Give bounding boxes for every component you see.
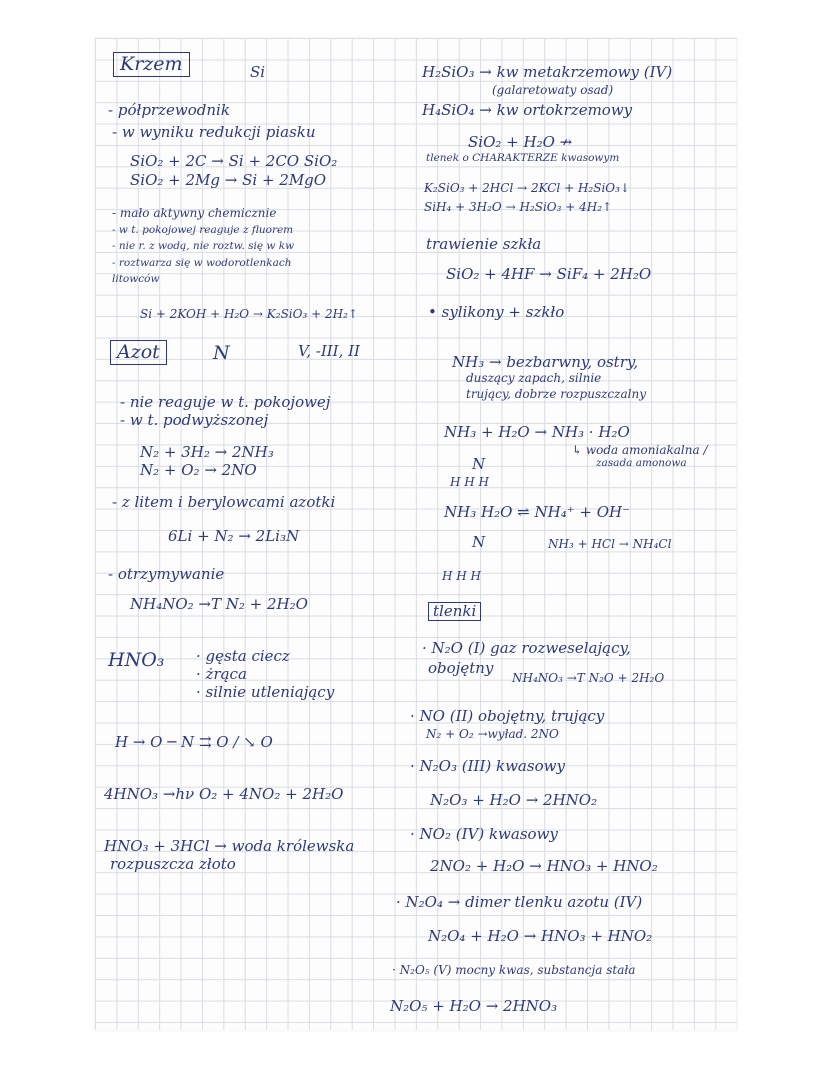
azot-reaction-1: N₂ + 3H₂ → 2NH₃ <box>140 443 274 461</box>
krem-line-6: - w t. pokojowej reaguje z fluorem <box>112 224 294 236</box>
krem-reaction-1: SiO₂ + 2C → Si + 2CO SiO₂ <box>130 152 338 170</box>
nh3-structure-n2: N <box>472 533 486 551</box>
hno3-title: HNO₃ <box>108 649 165 671</box>
acid-line-10: • sylikony + szkło <box>428 303 565 321</box>
azot-reaction-2: N₂ + O₂ → 2NO <box>140 461 257 479</box>
nh3-structure-h2: H H H <box>442 569 482 583</box>
acid-line-5: tlenek o CHARAKTERZE kwasowym <box>426 152 620 164</box>
nh3-line-3: trujący, dobrze rozpuszczalny <box>466 387 646 401</box>
krem-reaction-3: Si + 2KOH + H₂O → K₂SiO₃ + 2H₂↑ <box>140 307 358 321</box>
krem-line-2: - w wyniku redukcji piasku <box>112 123 316 141</box>
krem-line-9: litowców <box>112 273 160 285</box>
krem-header: Krzem <box>113 52 190 77</box>
nh3-line-2: duszący zapach, silnie <box>466 371 602 385</box>
krem-line-7: - nie r. z wodą, nie roztw. się w kw <box>112 240 295 252</box>
tlenki-reaction-5: N₂O₄ + H₂O → HNO₃ + HNO₂ <box>428 927 653 945</box>
tlenki-line-4: · NO (II) obojętny, trujący <box>410 707 605 725</box>
acid-line-2: (galaretowaty osad) <box>492 83 614 97</box>
tlenki-reaction-6: N₂O₅ + H₂O → 2HNO₃ <box>390 997 558 1015</box>
acid-line-1: H₂SiO₃ → kw metakrzemowy (IV) <box>422 63 673 81</box>
acid-line-8: trawienie szkła <box>426 235 542 253</box>
tlenki-line-6: · N₂O₃ (III) kwasowy <box>410 757 565 775</box>
krem-line-1: - półprzewodnik <box>108 101 230 119</box>
acid-reaction-2: SiH₄ + 3H₂O → H₂SiO₃ + 4H₂↑ <box>424 200 613 214</box>
tlenki-line-8: · NO₂ (IV) kwasowy <box>410 825 558 843</box>
azot-oxidation-states: V, -III, II <box>298 342 360 360</box>
tlenki-header: tlenki <box>428 602 481 621</box>
hno3-structure: H → O ─ N ⇉ O / ↘ O <box>115 733 273 751</box>
tlenki-reaction-4: 2NO₂ + H₂O → HNO₃ + HNO₂ <box>430 857 658 875</box>
nh3-note-1: ↳ woda amoniakalna / <box>572 443 708 457</box>
acid-line-3: H₄SiO₄ → kw ortokrzemowy <box>422 101 633 119</box>
hno3-reaction-2: HNO₃ + 3HCl → woda królewska <box>104 837 355 855</box>
tlenki-line-12: · N₂O₅ (V) mocny kwas, substancja stała <box>392 963 636 977</box>
azot-line-1: - nie reaguje w t. pokojowej <box>120 393 331 411</box>
acid-reaction-3: SiO₂ + 4HF → SiF₄ + 2H₂O <box>446 265 652 283</box>
nh3-note-2: zasada amonowa <box>596 457 687 469</box>
hno3-reaction-3: rozpuszcza złoto <box>110 855 236 873</box>
azot-line-5: - z litem i berylowcami azotki <box>112 493 336 511</box>
azot-symbol: N <box>213 342 230 364</box>
krem-line-8: - roztwarza się w wodorotlenkach <box>112 257 292 269</box>
tlenki-line-10: · N₂O₄ → dimer tlenku azotu (IV) <box>396 893 643 911</box>
hno3-prop-2: · żrąca <box>196 665 247 683</box>
hno3-reaction-1: 4HNO₃ →hν O₂ + 4NO₂ + 2H₂O <box>104 785 344 803</box>
hno3-prop-3: · silnie utleniający <box>196 683 335 701</box>
nh3-reaction-3: NH₃ + HCl → NH₄Cl <box>548 537 672 551</box>
nh3-reaction-2: NH₃ H₂O ⇌ NH₄⁺ + OH⁻ <box>444 503 631 521</box>
azot-line-2: - w t. podwyższonej <box>120 411 269 429</box>
azot-line-7: - otrzymywanie <box>108 565 225 583</box>
krem-line-5: - mało aktywny chemicznie <box>112 206 277 220</box>
nh3-structure-h: H H H <box>450 475 490 489</box>
acid-reaction-1: K₂SiO₃ + 2HCl → 2KCl + H₂SiO₃↓ <box>424 181 630 195</box>
tlenki-line-2: obojętny <box>428 659 494 677</box>
tlenki-line-1: · N₂O (I) gaz rozweselający, <box>422 639 631 657</box>
tlenki-reaction-2: N₂ + O₂ →wyład. 2NO <box>426 727 559 741</box>
krem-reaction-2: SiO₂ + 2Mg → Si + 2MgO <box>130 171 327 189</box>
hno3-prop-1: · gęsta ciecz <box>196 647 290 665</box>
nh3-reaction-1: NH₃ + H₂O → NH₃ · H₂O <box>444 423 630 441</box>
azot-reaction-4: NH₄NO₂ →T N₂ + 2H₂O <box>130 595 308 613</box>
tlenki-reaction-1: NH₄NO₃ →T N₂O + 2H₂O <box>512 671 665 685</box>
nh3-line-1: NH₃ → bezbarwny, ostry, <box>452 353 639 371</box>
acid-line-4: SiO₂ + H₂O ↛ <box>468 133 573 151</box>
azot-header: Azot <box>110 340 167 365</box>
azot-reaction-3: 6Li + N₂ → 2Li₃N <box>168 527 300 545</box>
krem-symbol: Si <box>250 63 266 81</box>
nh3-structure-n: N <box>472 455 486 473</box>
tlenki-reaction-3: N₂O₃ + H₂O → 2HNO₂ <box>430 791 598 809</box>
